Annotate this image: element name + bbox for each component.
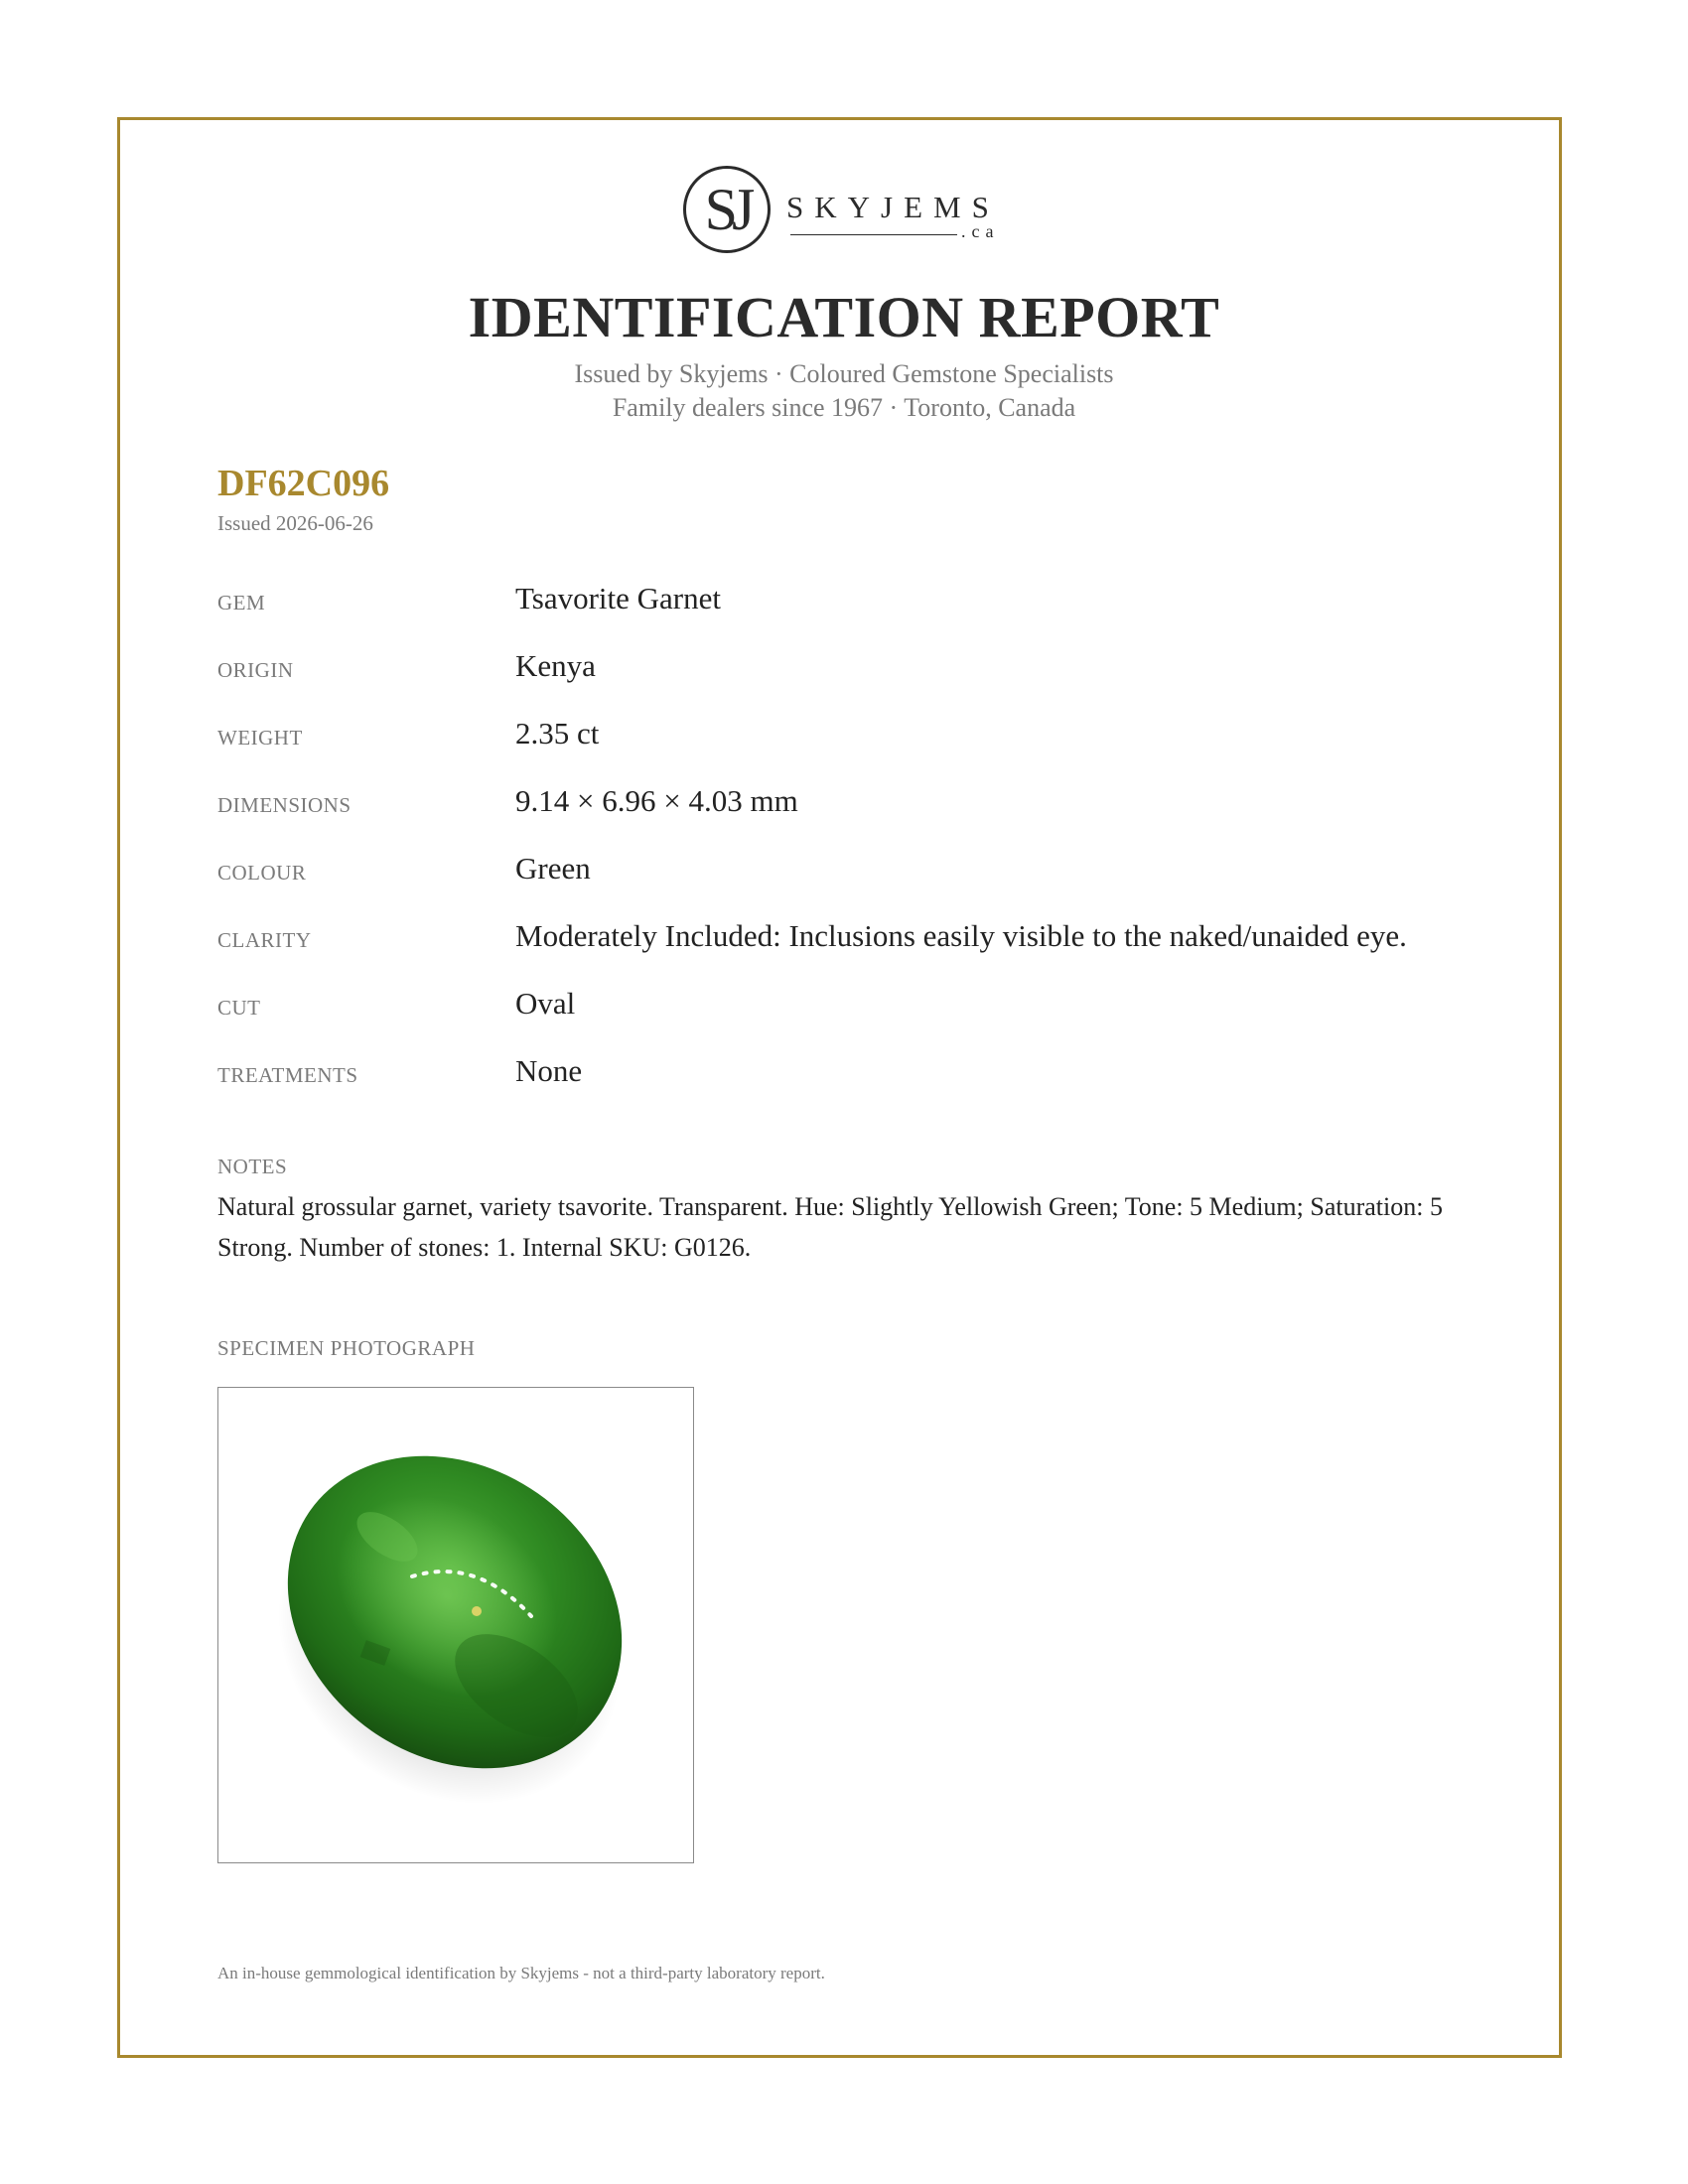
field-label: WEIGHT: [217, 726, 303, 750]
field-value: None: [515, 1053, 583, 1088]
issuer-subtitle: Issued by Skyjems · Coloured Gemstone Specialists: [574, 359, 1114, 388]
footer-disclaimer: An in-house gemmological identification by Skyjems - not a third-party laboratory report.: [217, 1964, 825, 1982]
field-value: Oval: [515, 986, 576, 1021]
field-row-cut: [217, 986, 1548, 1045]
dealer-subtitle: Family dealers since 1967 · Toronto, Canada: [612, 393, 1076, 422]
field-label: CLARITY: [217, 928, 312, 952]
field-row-origin: [217, 648, 1548, 708]
field-label: COLOUR: [217, 861, 307, 885]
field-value: Moderately Included: Inclusions easily visible to the naked/unaided eye.: [515, 918, 1407, 953]
field-value: 2.35 ct: [515, 716, 600, 751]
field-value: 9.14 × 6.96 × 4.03 mm: [515, 783, 798, 818]
field-row-gem: [217, 581, 1548, 640]
field-value: Kenya: [515, 648, 596, 683]
logo-wordmark: SKYJEMS: [786, 190, 1000, 224]
field-row-weight: [217, 716, 1548, 775]
field-label: GEM: [217, 591, 266, 614]
report-title: IDENTIFICATION REPORT: [468, 285, 1220, 349]
field-row-colour: [217, 851, 1548, 910]
logo-rule: [790, 234, 957, 235]
notes-label: NOTES: [217, 1155, 288, 1178]
notes-text: Natural grossular garnet, variety tsavorite. Transparent. Hue: Slightly Yellowish Green; Tone: 5 Medium; Saturation: 5 Strong. Number of stones: 1. Internal SKU: G0126.: [217, 1192, 1443, 1262]
logo-domain: .ca: [961, 221, 1000, 241]
field-row-dimensions: [217, 783, 1548, 843]
gemstone-image: [218, 1388, 692, 1861]
photo-label: SPECIMEN PHOTOGRAPH: [217, 1336, 476, 1360]
field-row-clarity: [217, 918, 1548, 978]
field-row-treatments: [217, 1053, 1548, 1113]
field-label: ORIGIN: [217, 658, 294, 682]
field-label: CUT: [217, 996, 261, 1020]
report-id: DF62C096: [217, 463, 390, 504]
field-label: DIMENSIONS: [217, 793, 352, 817]
field-label: TREATMENTS: [217, 1063, 358, 1087]
issued-date: Issued 2026-06-26: [217, 511, 373, 535]
skyjems-logo: [683, 166, 1011, 261]
logo-monogram: SJ: [683, 166, 771, 253]
field-value: Tsavorite Garnet: [515, 581, 721, 615]
field-value: Green: [515, 851, 591, 886]
specimen-photo: [217, 1387, 694, 1863]
